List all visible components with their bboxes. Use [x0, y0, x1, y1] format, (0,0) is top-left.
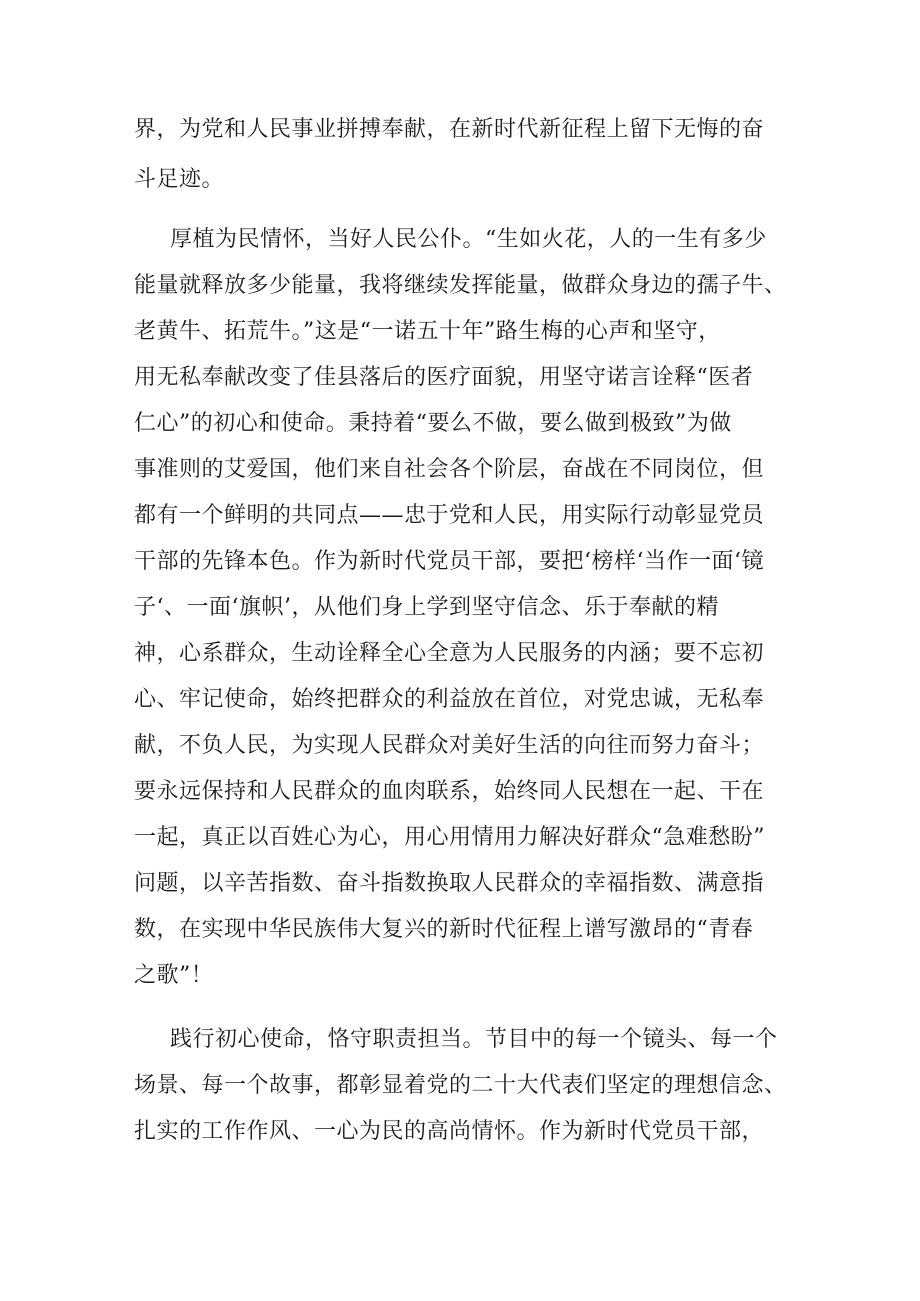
text-line: 仁心”的初心和使命。秉持着“要么不做，要么做到极致”为做	[134, 411, 732, 436]
text-line: 数，在实现中华民族伟大复兴的新时代征程上谱写激昂的“青春	[134, 917, 754, 942]
text-line: 心、牢记使命，始终把群众的利益放在首位，对党忠诚，无私奉	[134, 687, 765, 712]
text-line: 界，为党和人民事业拼搏奉献，在新时代新征程上留下无悔的奋	[134, 117, 765, 142]
text-line: 之歌”！	[134, 963, 214, 988]
text-line: 扎实的工作作风、一心为民的高尚情怀。作为新时代党员干部，	[134, 1119, 765, 1144]
text-line: 子‘、一面‘旗帜’，从他们身上学到坚守信念、乐于奉献的精	[134, 595, 719, 620]
text-line: 能量就释放多少能量，我将继续发挥能量，做群众身边的孺子牛、	[134, 273, 787, 298]
text-line: 事准则的艾爱国，他们来自社会各个阶层，奋战在不同岗位，但	[134, 457, 765, 482]
text-line: 用无私奉献改变了佳县落后的医疗面貌，用坚守诺言诠释“医者	[134, 365, 754, 390]
text-line: 问题，以辛苦指数、奋斗指数换取人民群众的幸福指数、满意指	[134, 871, 765, 896]
text-line: 神，心系群众，生动诠释全心全意为人民服务的内涵；要不忘初	[134, 641, 765, 666]
text-line: 干部的先锋本色。作为新时代党员干部，要把‘榜样‘当作一面‘镜	[134, 549, 764, 574]
paragraph-first-line: 厚植为民情怀，当好人民公仆。“生如火花，人的一生有多少	[170, 227, 767, 252]
text-line: 献，不负人民，为实现人民群众对美好生活的向往而努力奋斗；	[134, 733, 765, 758]
text-line: 斗足迹。	[134, 167, 225, 192]
text-line: 要永远保持和人民群众的血肉联系，始终同人民想在一起、干在	[134, 779, 765, 804]
text-line: 一起，真正以百姓心为心，用心用情用力解决好群众“急难愁盼”	[134, 825, 765, 850]
paragraph-first-line: 践行初心使命，恪守职责担当。节目中的每一个镜头、每一个	[170, 1027, 778, 1052]
text-line: 场景、每一个故事，都彰显着党的二十大代表们坚定的理想信念、	[134, 1073, 787, 1098]
text-line: 都有一个鲜明的共同点——忠于党和人民，用实际行动彰显党员	[134, 503, 765, 528]
text-line: 老黄牛、拓荒牛。”这是“一诺五十年”路生梅的心声和坚守，	[134, 319, 721, 344]
